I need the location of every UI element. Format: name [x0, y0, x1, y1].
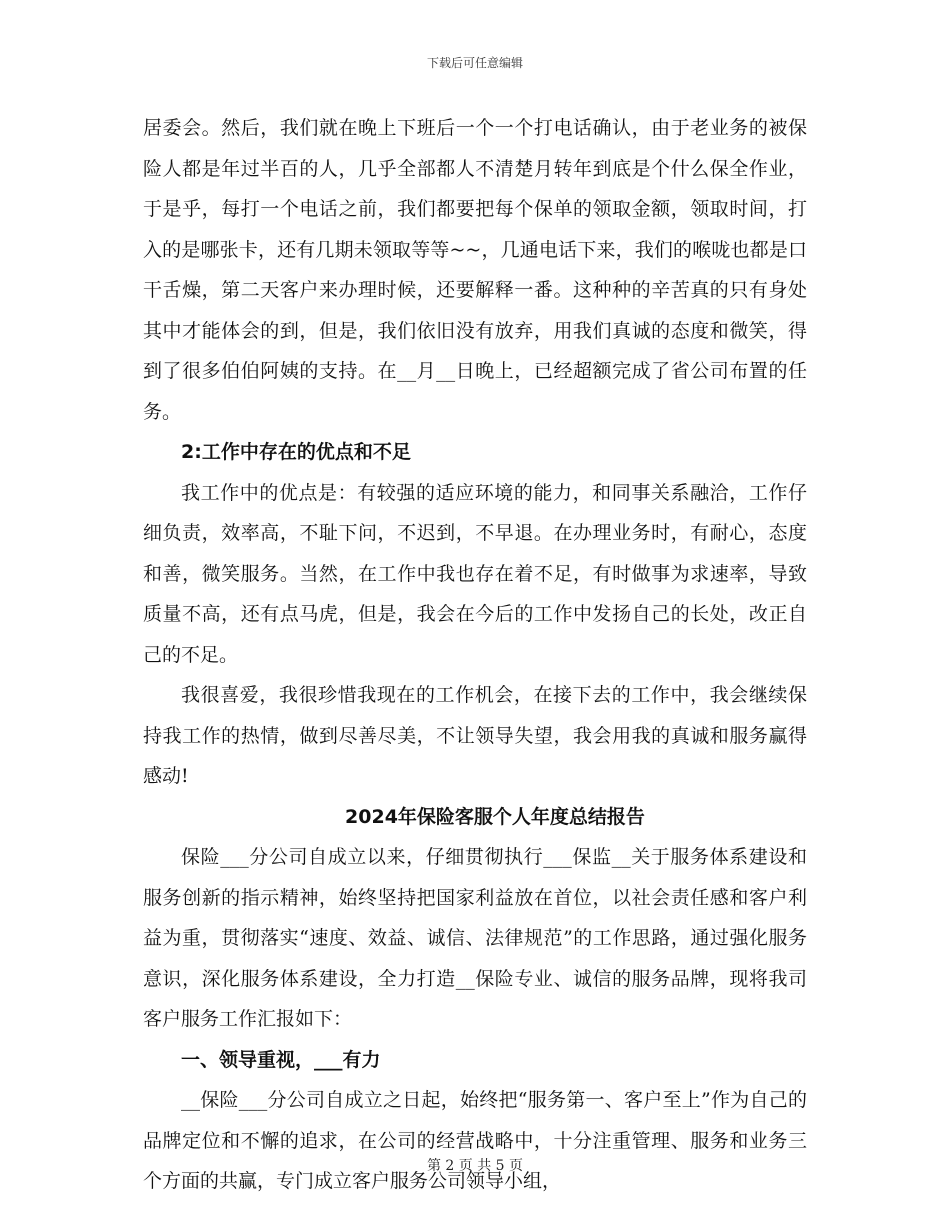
report-title: 2024年保险客服个人年度总结报告 [345, 805, 645, 828]
paragraph-3: 我很喜爱，我很珍惜我现在的工作机会，在接下去的工作中，我会继续保持我工作的热情，做到尽善尽美，不让领导失望，我会用我的真诚和服务赢得感动! [143, 684, 807, 787]
section-heading-strengths: 2:工作中存在的优点和不足 [181, 441, 411, 463]
paragraph-4: 保险___分公司自成立以来，仔细贯彻执行___保监__关于服务体系建设和服务创新的指示精神，始终坚持把国家利益放在首位，以社会责任感和客户利益为重，贯彻落实“速度、效益、诚信、法律规范”的工作思路，通过强化服务意识，深化服务体系建设，全力打造__保险专业、诚信的服务品牌，现将我司客户服务工作汇报如下： [143, 846, 807, 1030]
page-header: 下载后可任意编辑 [426, 56, 523, 70]
document-body [143, 108, 807, 1202]
paragraph-2: 我工作中的优点是：有较强的适应环境的能力，和同事关系融洽，工作仔细负责，效率高，不耻下问，不迟到，不早退。在办理业务时，有耐心，态度和善，微笑服务。当然，在工作中我也存在着不足，有时做事为求速率，导致质量不高，还有点马虎，但是，我会在今后的工作中发扬自己的长处，改正自己的不足。 [143, 481, 807, 666]
paragraph-1: 居委会。然后，我们就在晚上下班后一个一个打电话确认，由于老业务的被保险人都是年过半百的人，几乎全部都人不清楚月转年到底是个什么保全作业，于是乎，每打一个电话之前，我们都要把每个保单的领取金额，领取时间，打入的是哪张卡，还有几期未领取等等~~，几通电话下来，我们的喉咙也都是口干舌燥，第二天客户来办理时候，还要解释一番。这种种的辛苦真的只有身处其中才能体会的到，但是，我们依旧没有放弃，用我们真诚的态度和微笑，得到了很多伯伯阿姨的支持。在__月__日晚上，已经超额完成了省公司布置的任务。 [143, 117, 807, 423]
section-heading-leadership: 一、领导重视，___有力 [181, 1048, 381, 1071]
paragraph-5: __保险___分公司自成立之日起，始终把“服务第一、客户至上”作为自己的品牌定位和不懈的追求，在公司的经营战略中，十分注重管理、服务和业务三个方面的共赢，专门成立客户服务公司领导小组， [143, 1089, 807, 1192]
page-footer: 第 2 页 共 5 页 [426, 1158, 524, 1174]
